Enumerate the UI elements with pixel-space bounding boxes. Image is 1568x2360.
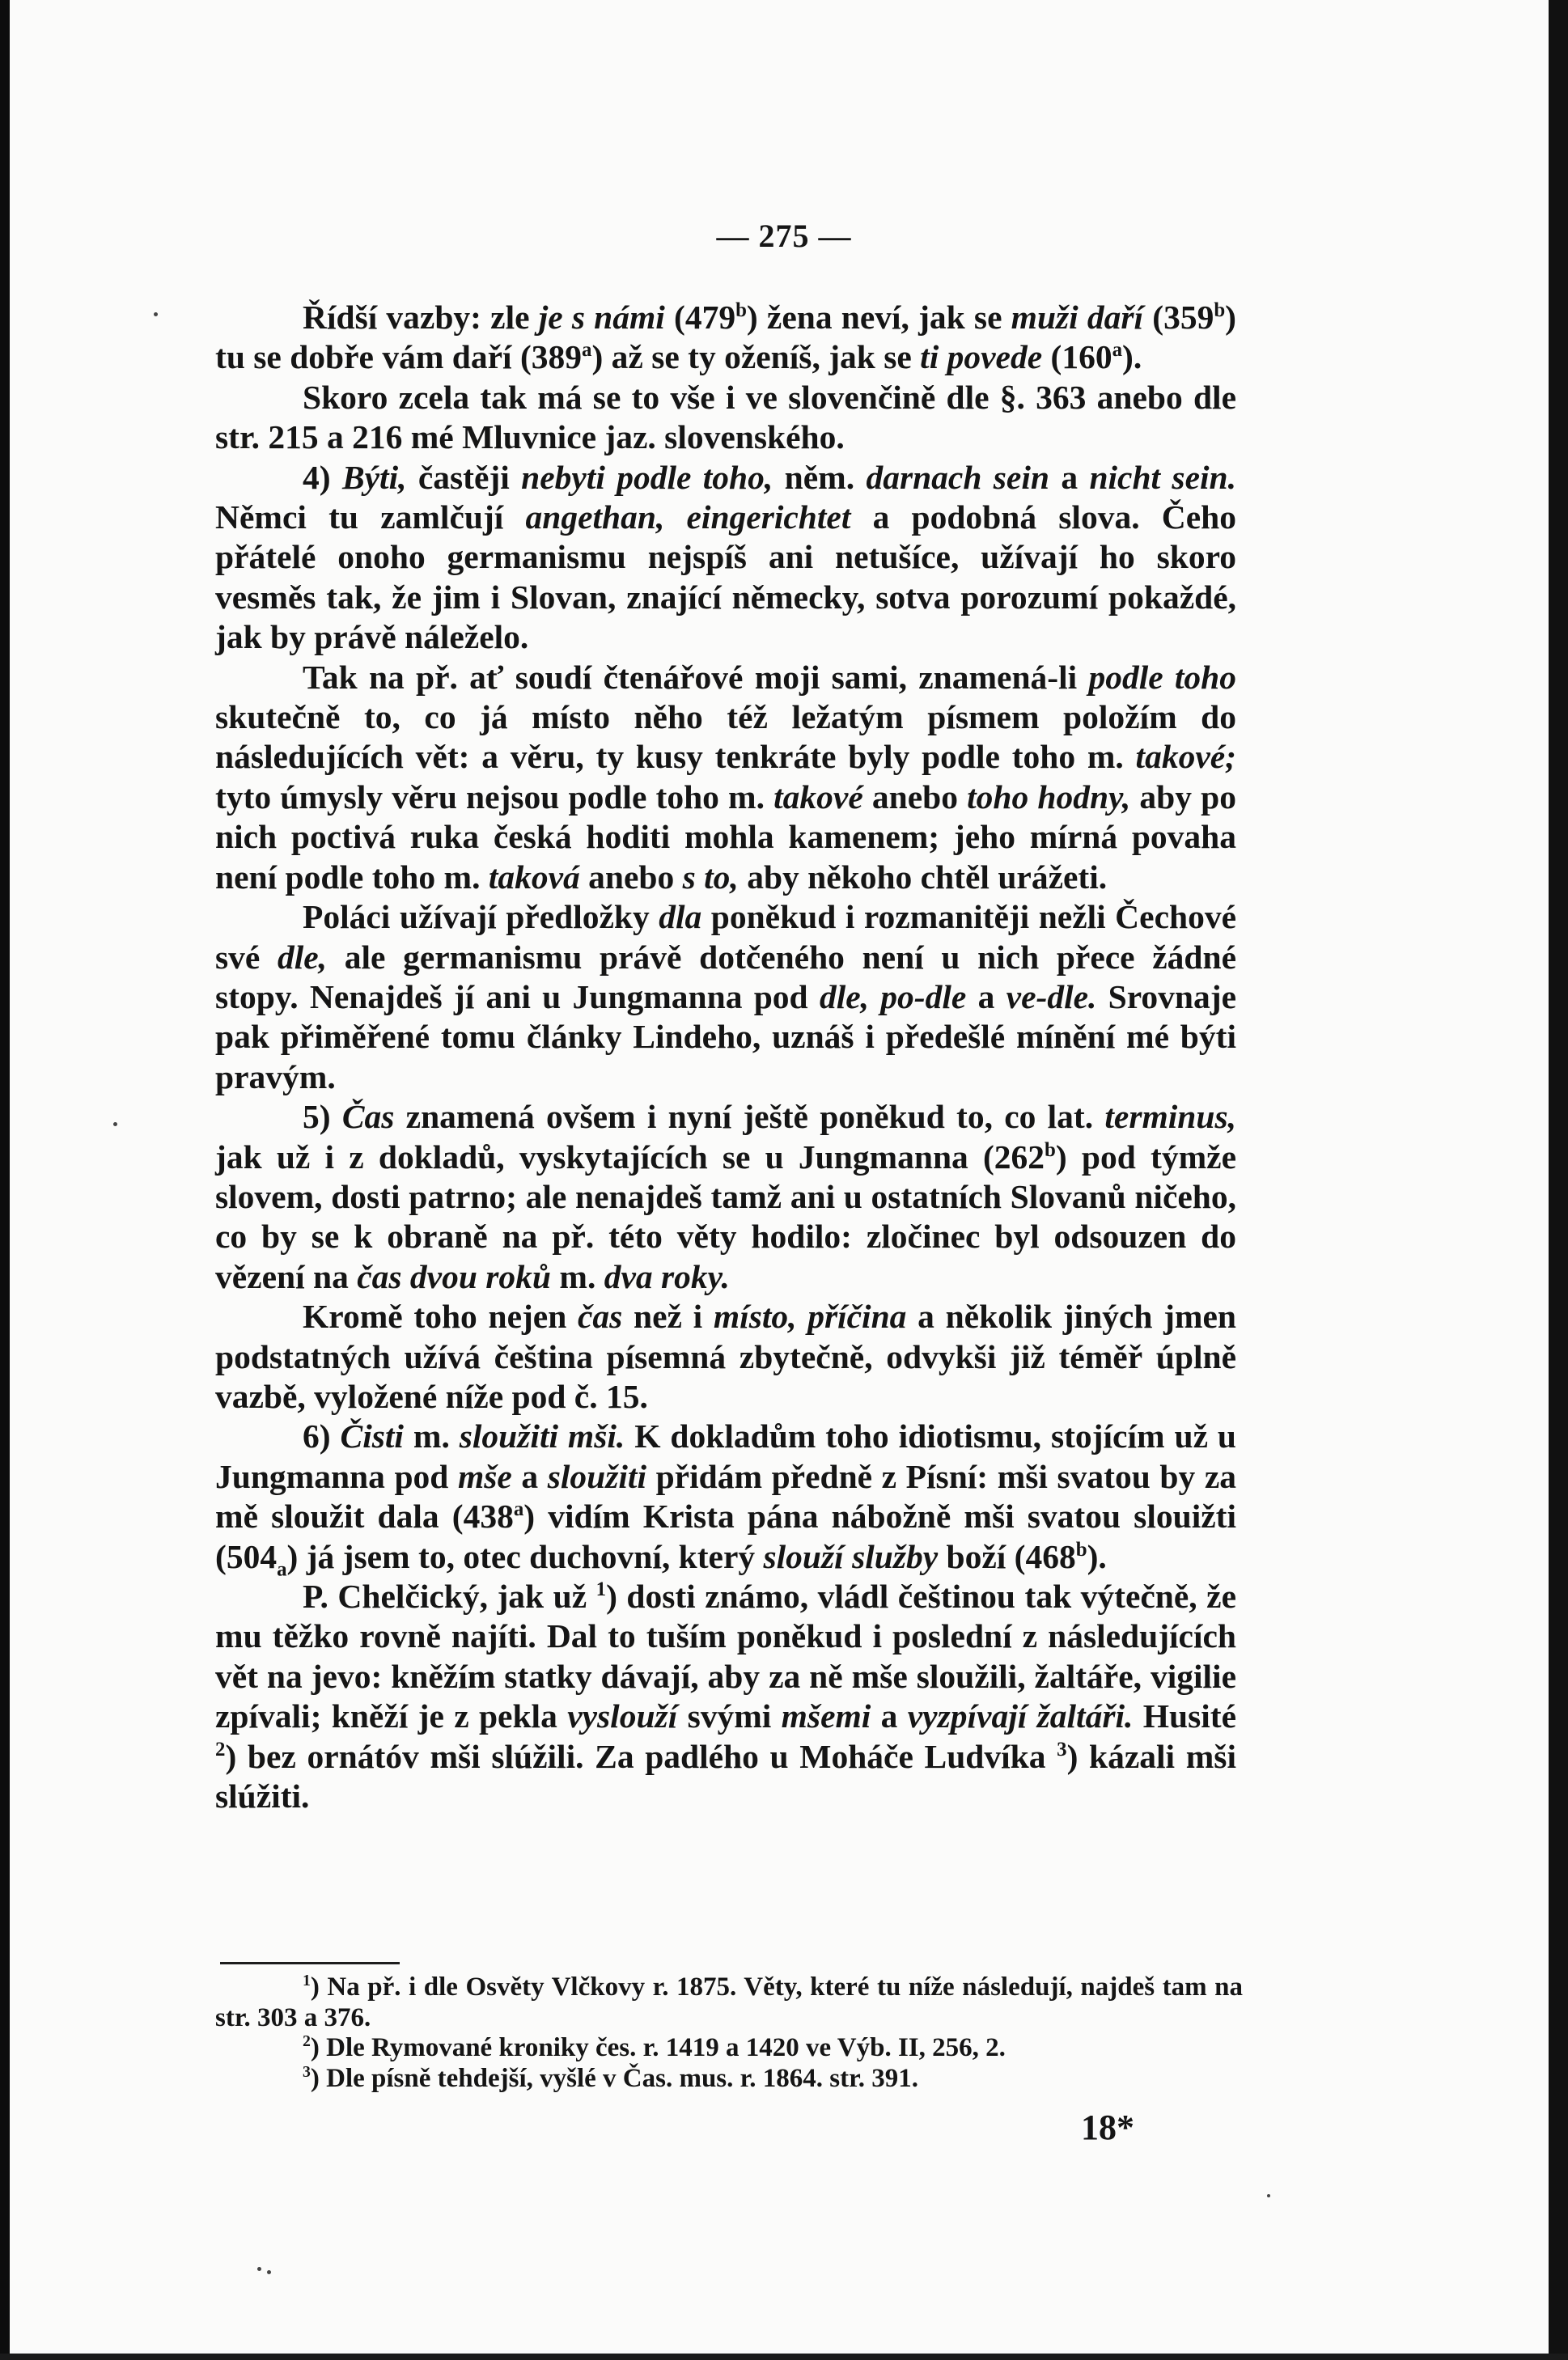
text-run: 6) (303, 1417, 341, 1455)
italic-text: místo, příčina (713, 1298, 907, 1336)
scan-speck (154, 312, 158, 316)
italic-text: sloužiti (547, 1457, 646, 1495)
italic-text: mše (457, 1457, 512, 1495)
scan-speck (1267, 2194, 1270, 2197)
italic-text: angethan, eingerichtet (525, 498, 851, 536)
italic-text: terminus, (1104, 1098, 1236, 1136)
text-run: aby po nich poctivá ruka česká hoditi mohla kamenem; jeho mírná povaha není podle toho m. (215, 777, 1236, 896)
text-run: ) Dle Rymované kroniky čes. r. 1419 a 1420 ve Výb. II, 256, 2. (310, 2033, 1006, 2062)
text-run: a podobná slova. Čeho přátelé onoho germanismu nejspíš ani netušíce, užívají ho skoro vesměs tak, že jim i Slovan, znající německy, sotva porozumí pokaždé, jak by právě náleželo. (215, 498, 1236, 656)
italic-text: ve-dle. (1006, 977, 1097, 1015)
paragraph (215, 658, 1236, 897)
paragraph (215, 1097, 1236, 1297)
paragraph (215, 897, 1236, 1097)
text-run: ) já jsem to, otec duchovní, který (286, 1537, 764, 1575)
italic-text: dle, (277, 938, 328, 976)
text-run: Husité (1133, 1697, 1236, 1735)
text-run: Kromě toho nejen (303, 1298, 578, 1336)
footnote (215, 1972, 1243, 2033)
italic-text: čas (578, 1298, 623, 1336)
text-run: a několik jiných jmen podstatných užívá čeština písemná zbytečně, odvykši již téměř úplně vazbě, vyložené níže pod č. 15. (215, 1298, 1237, 1415)
text-run: a (511, 1457, 548, 1495)
paragraph (215, 458, 1236, 658)
superscript: b (1214, 299, 1226, 322)
text-run: Skoro zcela tak má se to vše i ve slovenčině dle §. 363 anebo dle str. 215 a 216 mé Mluvnice jaz. slovenského. (215, 378, 1236, 456)
text-run: ) kázali mši slúžiti. (215, 1737, 1236, 1816)
superscript: 2 (215, 1738, 226, 1760)
italic-text: dva roky. (604, 1257, 730, 1295)
italic-text: slouží služby (763, 1537, 939, 1575)
text-run: častěji (406, 458, 522, 496)
italic-text: sloužiti mši. (459, 1417, 625, 1455)
text-run: ) Na př. i dle Osvěty Vlčkovy r. 1875. Věty, které tu níže následují, najdeš tam na str. 303 a 376. (215, 1972, 1243, 2032)
italic-text: takové (773, 777, 863, 816)
superscript: 3 (1057, 1738, 1067, 1760)
superscript: 1 (595, 1578, 607, 1601)
superscript: 1 (303, 1972, 311, 1989)
text-run: aby někoho chtěl urážeti. (738, 858, 1108, 896)
text-run: ) tu se dobře vám daří (389 (215, 299, 1236, 376)
superscript: 3 (303, 2062, 311, 2081)
superscript: b (1045, 1138, 1056, 1161)
italic-text: muži daří (1011, 299, 1144, 336)
scan-bottom-edge (0, 2354, 1568, 2360)
text-run: ) vidím Krista pána nábožně mši svatou slouižti (504 (215, 1498, 1236, 1575)
text-run: skutečně to, co já místo něho též ležatým písmem položím do následujících vět: a věru, ty kusy tenkráte byly podle toho m. (215, 698, 1236, 776)
text-run: (359 (1143, 299, 1214, 336)
text-run: ) pod týmže slovem, dosti patrno; ale nenajdeš tamž ani u ostatních Slovanů ničeho, co by se k obraně na př. této věty hodilo: zločinec byl odsouzen do vězení na (215, 1138, 1236, 1295)
italic-text: mšemi (781, 1697, 871, 1735)
text-run: Tak na př. ať soudí čtenářové moji sami, znamená-li (303, 658, 1089, 696)
scan-left-edge (0, 0, 10, 2360)
signature-mark: 18* (1081, 2108, 1134, 2147)
text-run: anebo (862, 777, 968, 816)
superscript: a (1112, 339, 1123, 362)
superscript: b (735, 299, 747, 322)
text-run: 5) (303, 1098, 342, 1136)
scan-right-edge (1549, 0, 1568, 2360)
text-run: a (1049, 458, 1090, 496)
text-run: P. Chelčický, jak už (303, 1578, 596, 1615)
text-run: ). (1087, 1537, 1107, 1575)
superscript: 2 (303, 2032, 311, 2050)
italic-text: podle toho (1088, 658, 1236, 696)
italic-text: Čas (341, 1098, 395, 1136)
scan-speck (267, 2270, 271, 2274)
text-run: 4) (303, 458, 342, 496)
italic-text: nicht sein. (1089, 458, 1236, 496)
text-run: ). (1122, 338, 1142, 376)
footnote (215, 2064, 1243, 2095)
text-run: než i (622, 1298, 714, 1336)
page-number: — 275 — (716, 218, 852, 254)
text-run: přidám předně z Písní: mši svatou by za mě sloužit dala (438 (215, 1457, 1236, 1536)
text-run: ale germanismu právě dotčeného není u nich přece žádné stopy. Nenajdeš jí ani u Jungmanna pod (215, 938, 1236, 1015)
italic-text: vyzpívají žaltáři. (907, 1697, 1134, 1735)
paragraph (215, 1297, 1236, 1417)
text-run: poněkud i rozmanitěji nežli Čechové své (215, 898, 1236, 976)
text-run: boží (468 (938, 1537, 1076, 1575)
text-run: jak už i z dokladů, vyskytajících se u Jungmanna (262 (215, 1138, 1045, 1176)
paragraph (215, 298, 1236, 378)
text-run: tyto úmysly věru nejsou podle toho m. (215, 777, 774, 816)
subscript: a (277, 1557, 287, 1580)
body-text (215, 298, 1236, 1816)
italic-text: taková (488, 858, 580, 896)
italic-text: vyslouží (567, 1697, 678, 1735)
scan-speck (257, 2267, 261, 2271)
italic-text: dla (659, 898, 702, 936)
italic-text: Býti, (341, 458, 407, 496)
text-run: Srovnaje pak přiměřené tomu články Lindeho, uznáš i předešlé mínění mé býti pravým. (215, 977, 1236, 1095)
scan-speck (113, 1122, 117, 1126)
footnote-rule (220, 1962, 400, 1964)
text-run: ) žena neví, jak se (746, 299, 1011, 336)
superscript: b (1075, 1538, 1087, 1561)
italic-text: takové; (1135, 738, 1236, 776)
italic-text: s to, (682, 858, 739, 896)
text-run: a (871, 1697, 908, 1735)
text-run: K dokladům toho idiotismu, stojícím už u Jungmanna pod (215, 1417, 1237, 1495)
italic-text: Čisti (340, 1417, 404, 1455)
text-run: ) bez ornátóv mši slúžili. Za padlého u Moháče Ludvíka (225, 1737, 1057, 1775)
text-run: znamená ovšem i nyní ještě poněkud to, co lat. (394, 1098, 1105, 1136)
text-run: m. (403, 1417, 460, 1455)
text-run: m. (551, 1257, 604, 1295)
paragraph (215, 378, 1236, 458)
text-run: a (966, 977, 1006, 1015)
footnote (215, 2033, 1243, 2064)
text-run: Němci tu zamlčují (215, 498, 526, 536)
italic-text: ti povede (920, 338, 1043, 376)
italic-text: čas dvou roků (357, 1257, 552, 1295)
paragraph (215, 1577, 1236, 1816)
text-run: Řídší vazby: zle (303, 299, 539, 336)
superscript: a (582, 339, 592, 362)
text-run: Poláci užívají předložky (303, 898, 659, 936)
superscript: a (513, 1498, 524, 1521)
text-run: svými (677, 1697, 782, 1735)
text-run: anebo (579, 858, 683, 896)
italic-text: darnach sein (866, 458, 1049, 496)
italic-text: toho hodny, (967, 777, 1131, 816)
italic-text: je s námi (538, 299, 665, 336)
text-run: ) až se ty oženíš, jak se (591, 338, 921, 376)
italic-text: nebyti podle toho, (521, 458, 773, 496)
text-run: (160 (1042, 338, 1112, 376)
text-run: ) Dle písně tehdejší, vyšlé v Čas. mus. r. 1864. str. 391. (310, 2063, 918, 2093)
text-run: něm. (773, 458, 867, 496)
text-run: ) dosti známo, vládl češtinou tak výtečně, že mu těžko rovně najíti. Dal to tuším poněkud i poslední z následujících vět na jevo: kněžím statky dávají, aby za ně mše sloužili, žaltáře, vigilie zpívali; kněží je z pekla (215, 1578, 1237, 1735)
footnotes (215, 1972, 1243, 2094)
text-run: (479 (664, 299, 736, 336)
paragraph (215, 1417, 1237, 1580)
italic-text: dle, po-dle (819, 977, 967, 1015)
